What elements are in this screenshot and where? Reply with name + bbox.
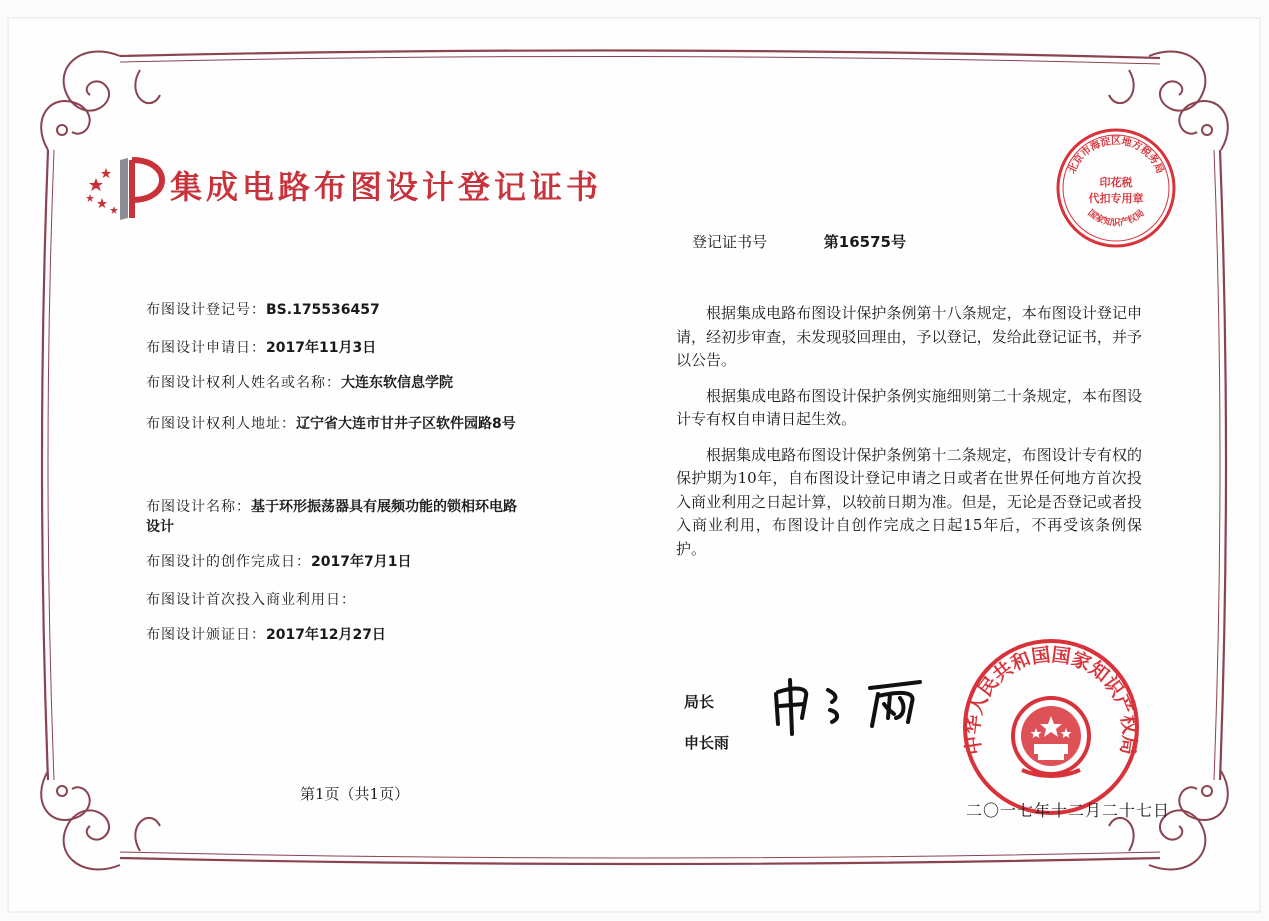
tax-stamp-seal bbox=[1054, 126, 1178, 250]
official-seal-text: 中华人民共和国国家知识产权局 bbox=[961, 643, 1141, 757]
field-label: 布图设计的创作完成日： bbox=[146, 554, 311, 570]
director-title: 局长 bbox=[684, 693, 715, 711]
svg-text:国家知识产权局 bbox=[1085, 207, 1146, 229]
issue-date: 二〇一七年十二月二十七日 bbox=[966, 801, 1171, 820]
field-label: 布图设计名称： bbox=[146, 499, 251, 515]
field-value: 辽宁省大连市甘井子区软件园路8号 bbox=[296, 416, 516, 432]
legal-paragraph-1: 根据集成电路布图设计保护条例第十八条规定，本布图设计登记申请，经初步审查，未发现驳回理由，予以登记，发给此登记证书，并予以公告。 bbox=[676, 304, 1142, 369]
field-label: 布图设计权利人姓名或名称： bbox=[146, 375, 341, 391]
field-owner-address bbox=[146, 414, 526, 434]
field-label: 布图设计颁证日： bbox=[146, 627, 266, 643]
field-registration-no bbox=[146, 300, 526, 320]
field-label: 布图设计首次投入商业利用日： bbox=[146, 592, 356, 608]
field-value: 大连东软信息学院 bbox=[341, 375, 453, 391]
legal-statement bbox=[676, 302, 1142, 573]
field-design-name bbox=[146, 497, 526, 537]
field-first-commercial-use-date bbox=[146, 590, 526, 610]
ip-office-logo-icon bbox=[82, 148, 170, 228]
field-label: 布图设计权利人地址： bbox=[146, 416, 296, 432]
field-value: 2017年7月1日 bbox=[311, 554, 412, 570]
field-label: 布图设计申请日： bbox=[146, 340, 266, 356]
legal-paragraph-2: 根据集成电路布图设计保护条例实施细则第二十条规定，本布图设计专有权自申请日起生效。 bbox=[676, 386, 1142, 428]
tax-seal-inner-line-1: 印花税 bbox=[1099, 176, 1133, 189]
tax-seal-bottom-text: 国家知识产权局 bbox=[1085, 208, 1147, 229]
legal-paragraph-3: 根据集成电路布图设计保护条例第十二条规定，布图设计专有权的保护期为10年，自布图设计登记申请之日或者在世界任何地方首次投入商业利用之日起计算，以较前日期为准。但是，无论是否登记或者投入商业利用，布图设计自创作完成之日起15年后，不再受该条例保护。 bbox=[676, 445, 1142, 558]
field-application-date bbox=[146, 338, 526, 358]
certificate-number bbox=[692, 231, 906, 252]
tax-seal-outer-text: 北京市海淀区地方税务局 bbox=[1066, 136, 1166, 176]
field-label: 布图设计登记号： bbox=[146, 302, 266, 318]
field-issue-date bbox=[146, 625, 526, 645]
field-value: 2017年12月27日 bbox=[266, 627, 386, 643]
field-value: 基于环形振荡器具有展频功能的锁相环电路设计 bbox=[146, 499, 517, 535]
official-seal bbox=[960, 636, 1142, 818]
handwritten-signature bbox=[766, 672, 946, 742]
field-owner-name bbox=[146, 373, 526, 393]
certificate-number-label: 登记证书号 bbox=[692, 233, 768, 251]
field-creation-date bbox=[146, 552, 526, 572]
page-number: 第1页（共1页） bbox=[300, 785, 410, 803]
director-name: 申长雨 bbox=[684, 734, 730, 752]
certificate-number-value: 第16575号 bbox=[823, 233, 906, 251]
field-value: BS.175536457 bbox=[266, 302, 380, 318]
tax-seal-inner-line-2: 代扣专用章 bbox=[1088, 192, 1144, 205]
field-value: 2017年11月3日 bbox=[266, 340, 377, 356]
national-emblem-icon bbox=[1013, 698, 1089, 776]
certificate-title: 集成电路布图设计登记证书 bbox=[170, 168, 603, 206]
